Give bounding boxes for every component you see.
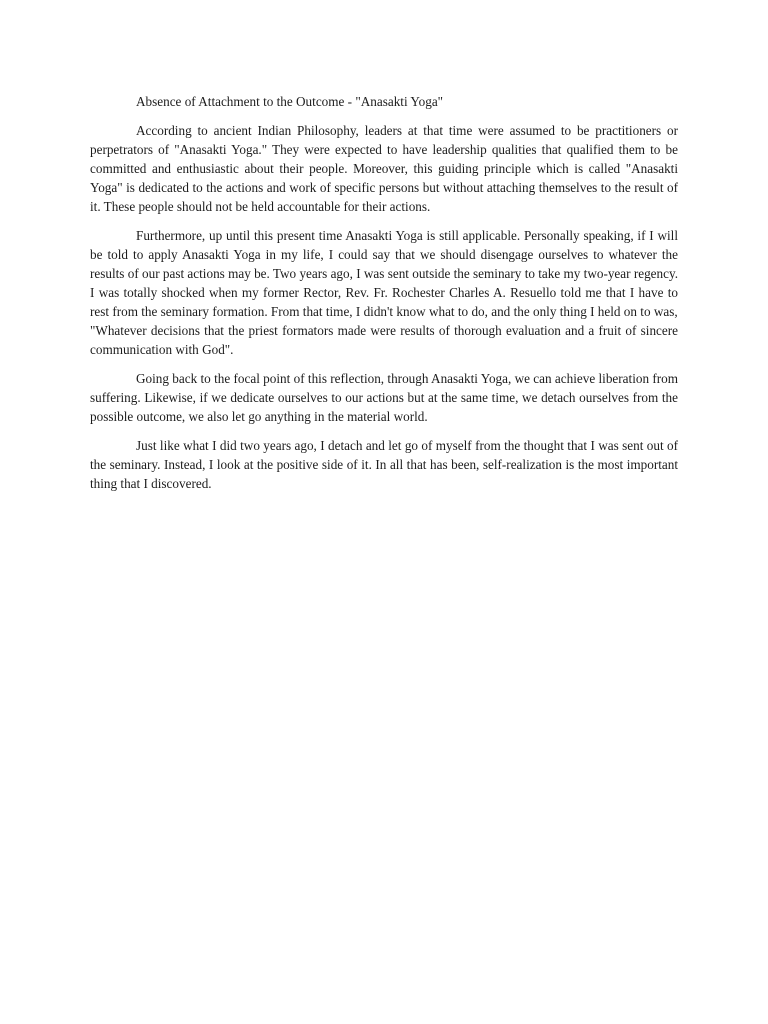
- document-page: [90, 92, 678, 503]
- paragraph-2-block: [90, 226, 678, 359]
- paragraph-4: Just like what I did two years ago, I detach and let go of myself from the thought that I was sent out of the seminary. Instead, I look at the positive side of it. In all that has been, self-realization is the most important thing that I discovered.: [90, 438, 678, 491]
- paragraph-1: According to ancient Indian Philosophy, leaders at that time were assumed to be practitioners or perpetrators of "Anasakti Yoga." They were expected to have leadership qualities that qualified them to be committed and enthusiastic about their people. Moreover, this guiding principle which is called "Anasakti Yoga" is dedicated to the actions and work of specific persons but without attaching themselves to the result of it. These people should not be held accountable for their actions.: [90, 123, 678, 214]
- paragraph-3: Going back to the focal point of this reflection, through Anasakti Yoga, we can achieve liberation from suffering. Likewise, if we dedicate ourselves to our actions but at the same time, we detach ourselves from the possible outcome, we also let go anything in the material world.: [90, 371, 678, 424]
- document-title: Absence of Attachment to the Outcome - "Anasakti Yoga": [136, 94, 444, 109]
- paragraph-2: Furthermore, up until this present time Anasakti Yoga is still applicable. Personally speaking, if I will be told to apply Anasakti Yoga in my life, I could say that we should disengage ourselves to whatever the results of our past actions may be. Two years ago, I was sent outside the seminary to take my two-year regency. I was totally shocked when my former Rector, Rev. Fr. Rochester Charles A. Resuello told me that I have to rest from the seminary formation. From that time, I didn't know what to do, and the only thing I held on to was,: [90, 228, 678, 319]
- paragraph-2-quote: "Whatever decisions that the priest formators made were results of thorough evaluation and a fruit of sincere communication with God".: [90, 323, 678, 357]
